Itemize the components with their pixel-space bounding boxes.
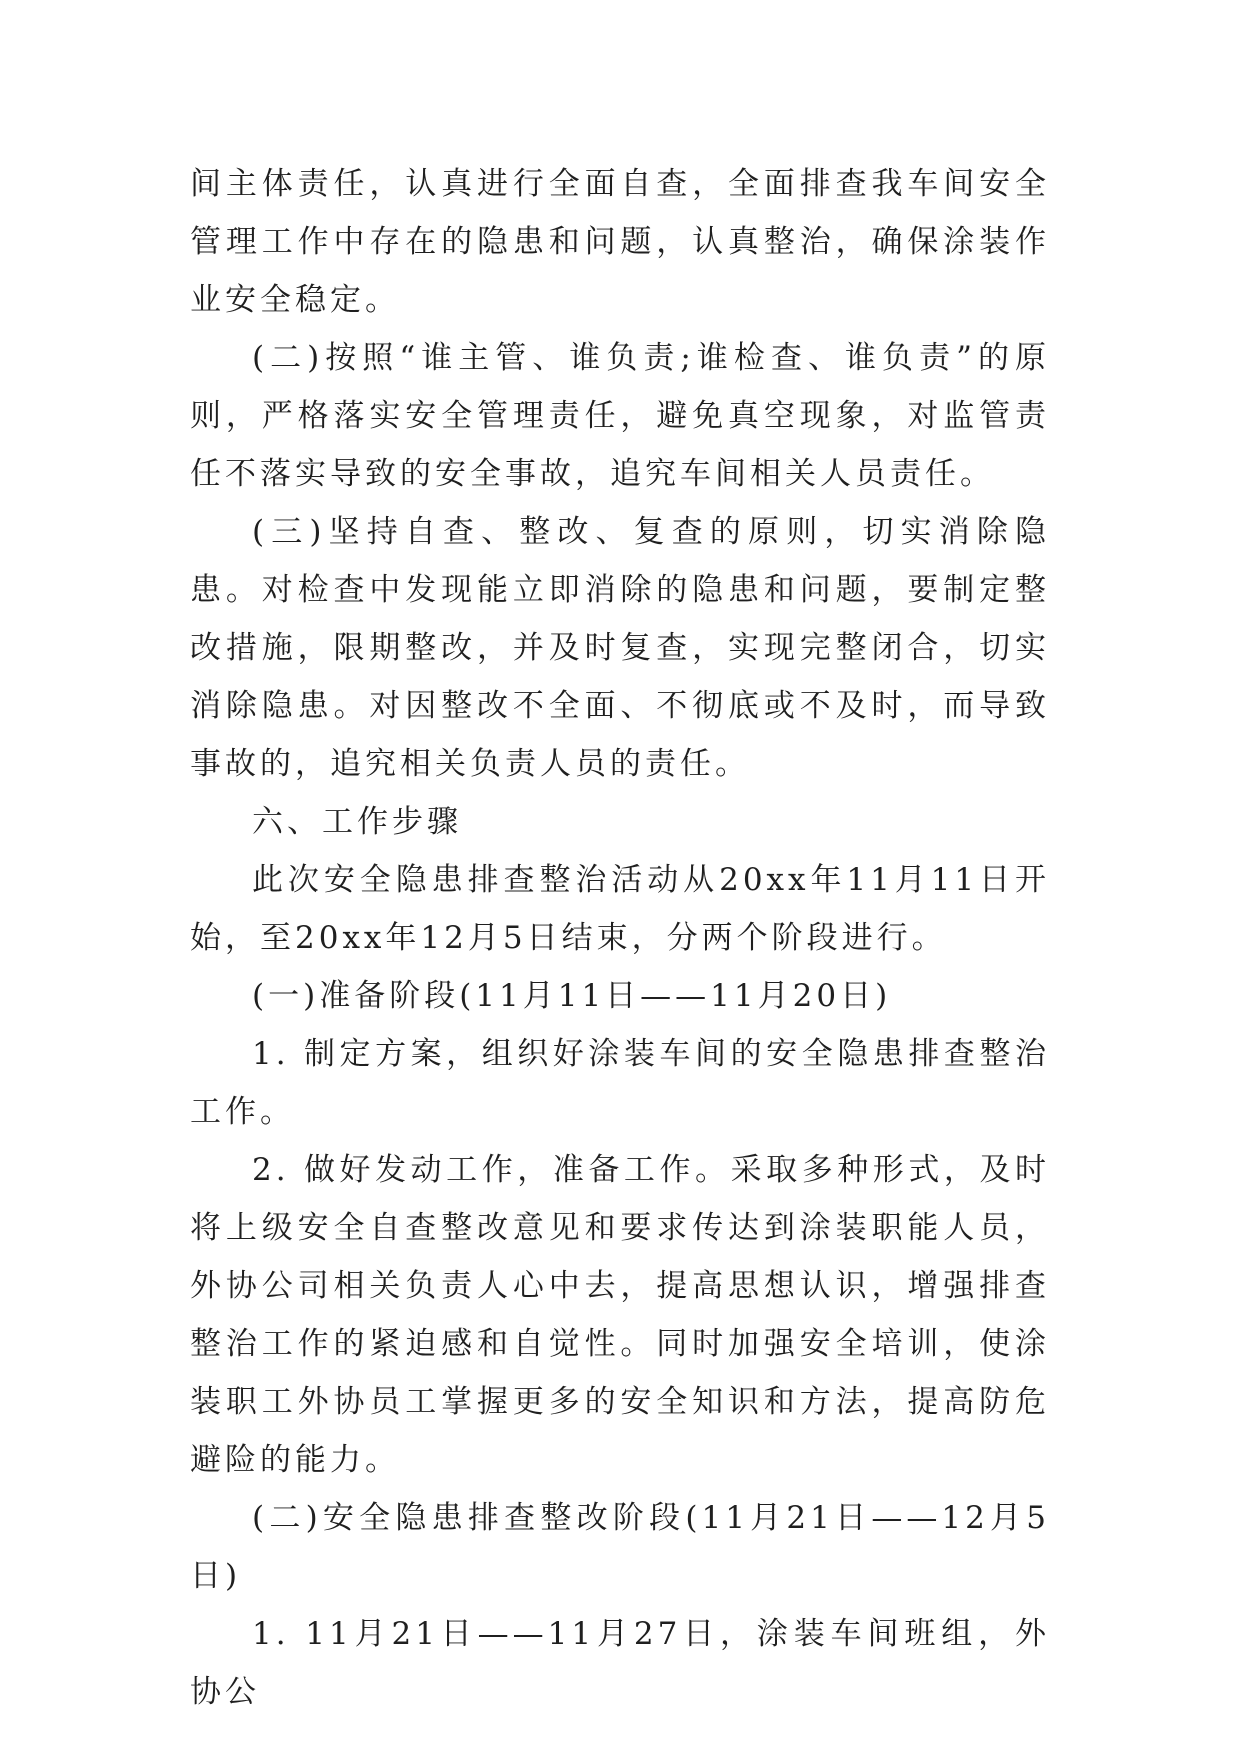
list-item-1: 1. 制定方案，组织好涂装车间的安全隐患排查整治工作。 (190, 1036, 1050, 1130)
paragraph-schedule: 此次安全隐患排查整治活动从20xx年11月11日开始，至20xx年12月5日结束，分两个阶段进行。 (190, 862, 1050, 956)
subheading-preparation-phase: (一)准备阶段(11月11日——11月20日) (252, 978, 892, 1014)
paragraph-principle-two: (二)按照“谁主管、谁负责;谁检查、谁负责”的原则，严格落实安全管理责任，避免真空现象，对监管责任不落实导致的安全事故，追究车间相关人员责任。 (190, 340, 1050, 492)
document-body (190, 155, 1050, 1721)
list-item-phase2-1: 1. 11月21日——11月27日，涂装车间班组，外协公 (190, 1616, 1050, 1710)
list-item-2: 2. 做好发动工作，准备工作。采取多种形式，及时将上级安全自查整改意见和要求传达到涂装职能人员，外协公司相关负责人心中去，提高思想认识，增强排查整治工作的紧迫感和自觉性。同时加强安全培训，使涂装职工外协员工掌握更多的安全知识和方法，提高防危避险的能力。 (190, 1152, 1050, 1478)
paragraph-continued: 间主体责任，认真进行全面自查，全面排查我车间安全管理工作中存在的隐患和问题，认真整治，确保涂装作业安全稳定。 (190, 166, 1050, 318)
subheading-rectification-phase: (二)安全隐患排查整改阶段(11月21日——12月5日) (190, 1500, 1050, 1594)
paragraph-principle-three: (三)坚持自查、整改、复查的原则，切实消除隐患。对检查中发现能立即消除的隐患和问题，要制定整改措施，限期整改，并及时复查，实现完整闭合，切实消除隐患。对因整改不全面、不彻底或不及时，而导致事故的，追究相关负责人员的责任。 (190, 514, 1050, 782)
section-heading-work-steps: 六、工作步骤 (252, 804, 462, 840)
